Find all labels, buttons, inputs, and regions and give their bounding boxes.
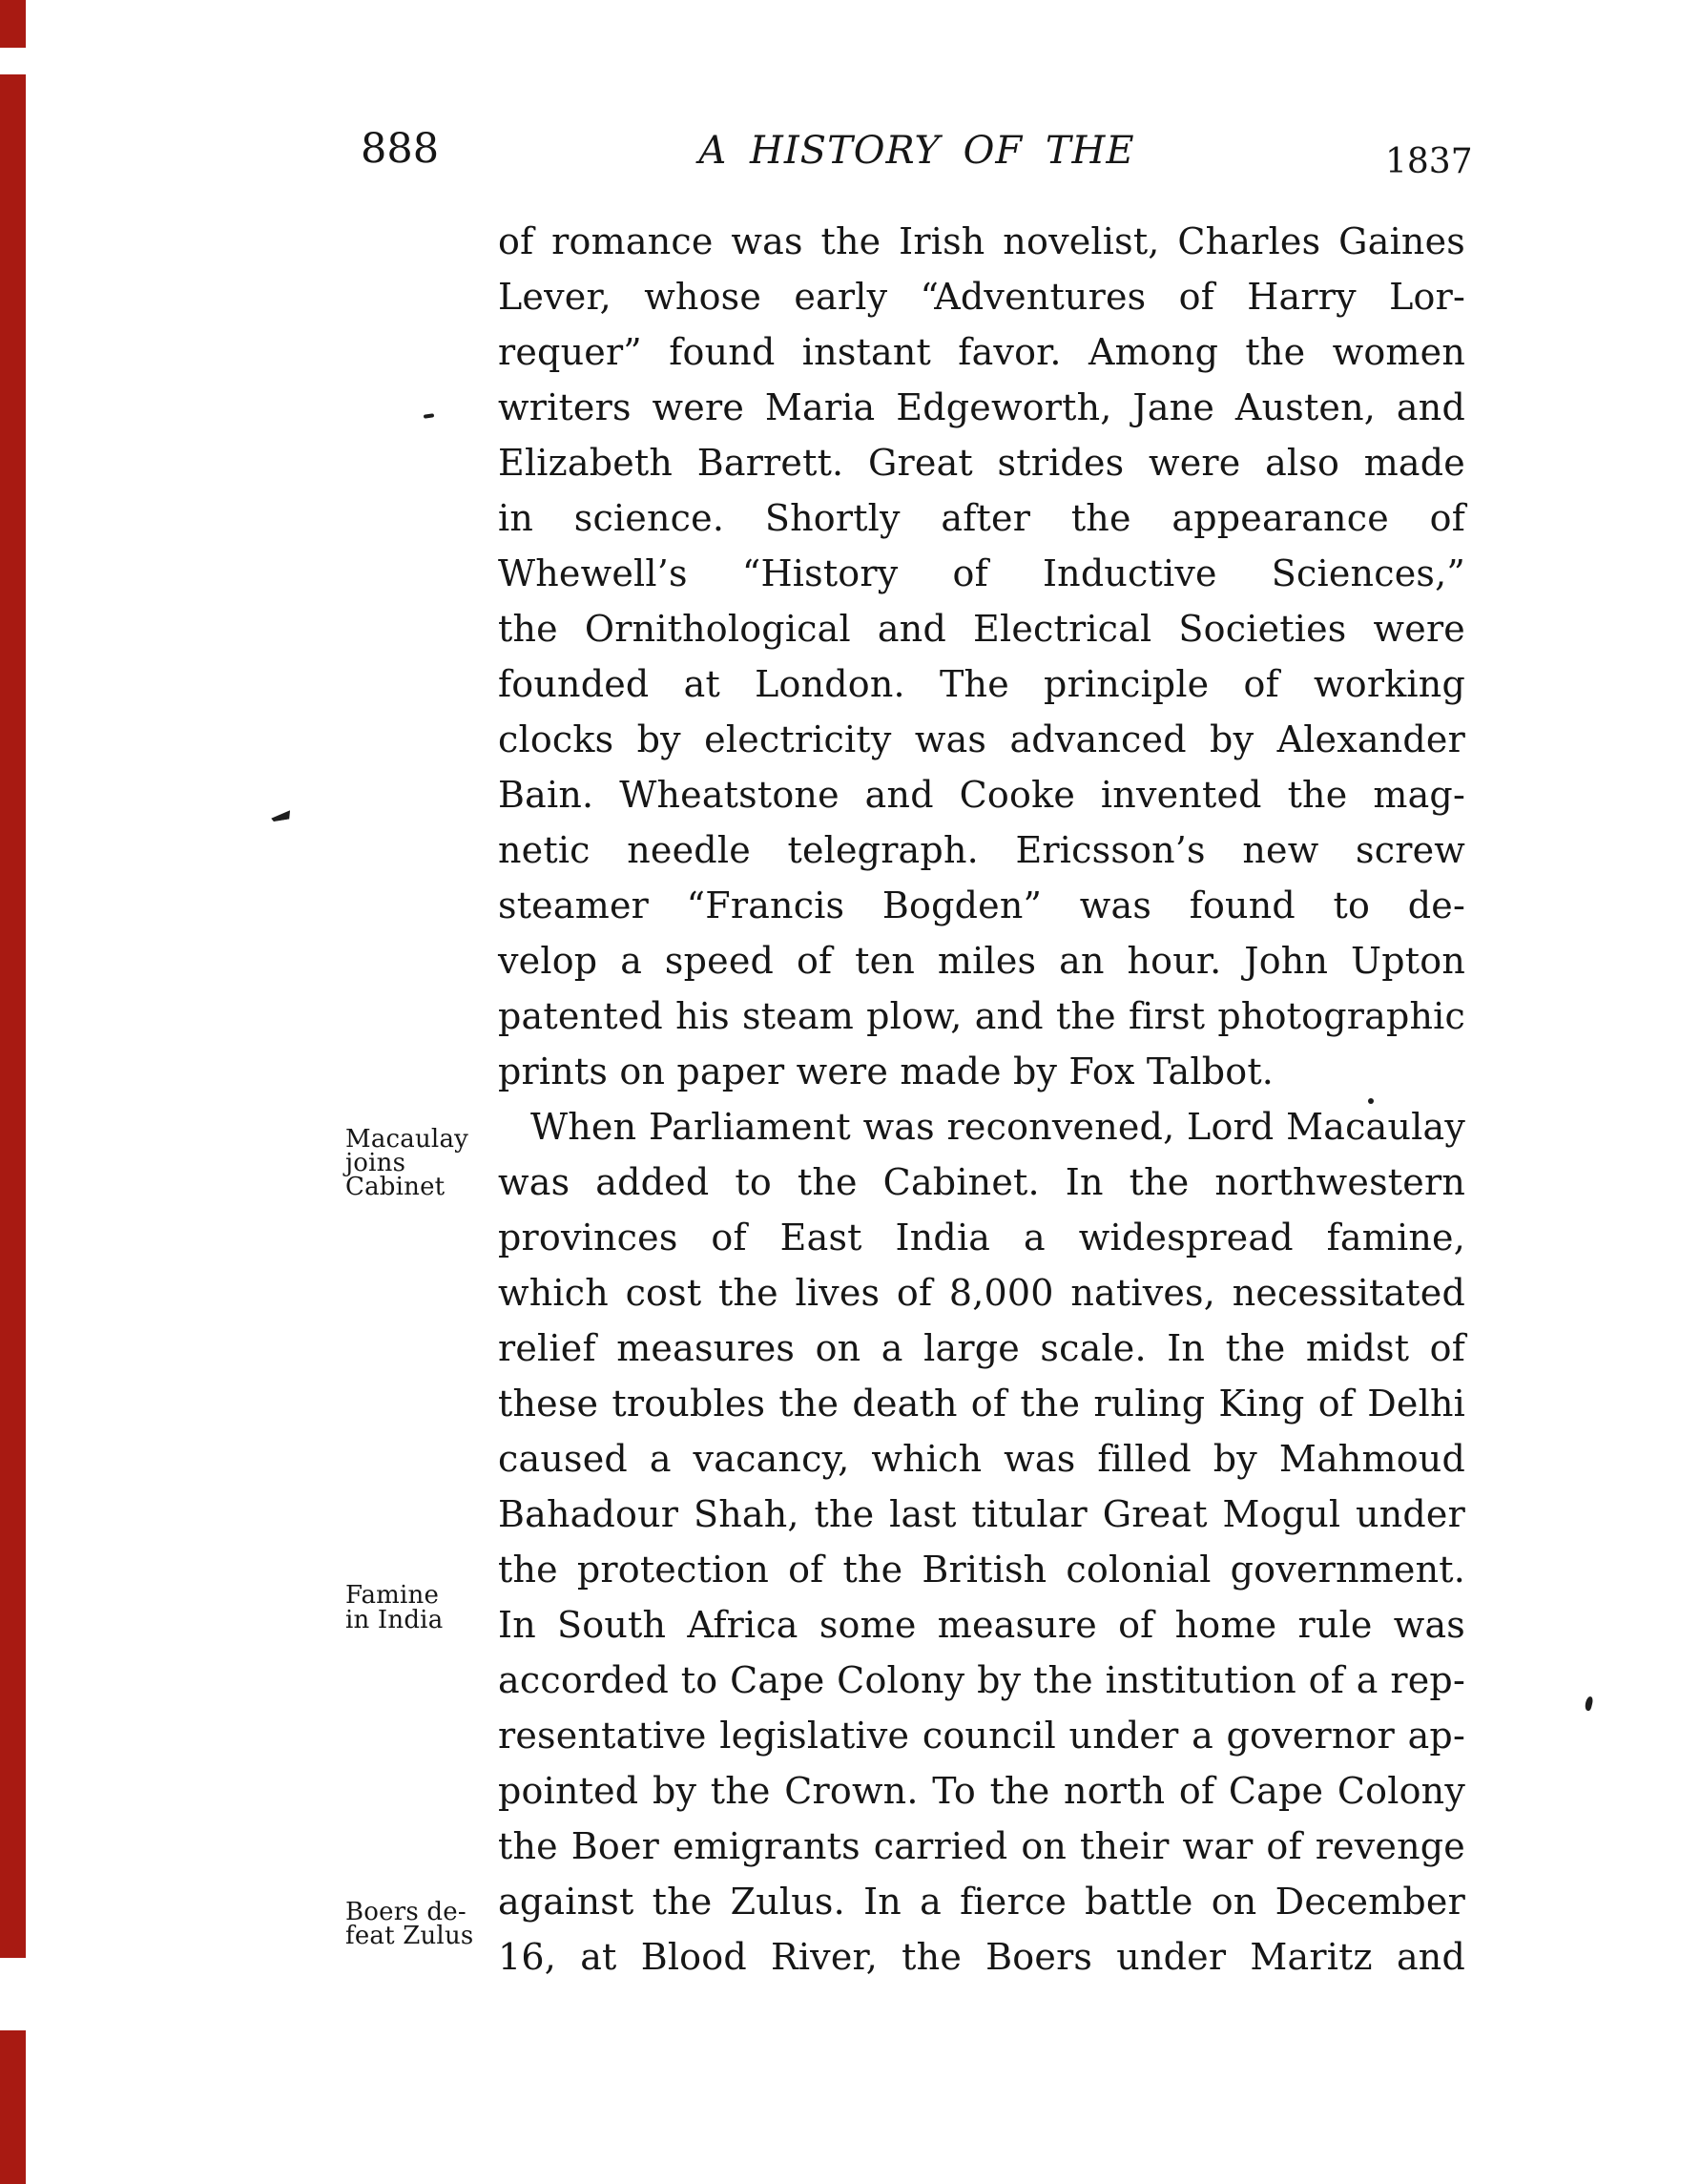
- text-line: pointed by the Crown. To the north of Cape Colony: [498, 1770, 1465, 1812]
- paragraph-2: [498, 1099, 1465, 1985]
- margin-note-line: Famine: [345, 1581, 440, 1610]
- text-line: founded at London. The principle of working: [498, 663, 1465, 705]
- scan-speck: [424, 413, 434, 418]
- scan-speck: [1368, 1098, 1374, 1104]
- text-line: patented his steam plow, and the first photographic: [498, 995, 1465, 1037]
- red-edge-bar-segment: [0, 0, 26, 48]
- margin-note-line: feat Zulus: [345, 1922, 474, 1950]
- text-line: netic needle telegraph. Ericsson’s new screw: [498, 829, 1465, 871]
- scan-speck: [1584, 1695, 1593, 1711]
- text-line: In South Africa some measure of home rule was: [498, 1604, 1465, 1646]
- text-line: relief measures on a large scale. In the midst of: [498, 1327, 1465, 1369]
- text-line: provinces of East India a widespread famine,: [498, 1217, 1465, 1258]
- page-number: 888: [361, 125, 440, 173]
- scan-speck: [270, 810, 291, 822]
- margin-note-boers-defeat-zulus: [345, 1898, 508, 1950]
- red-edge-bar-segment: [0, 2030, 26, 2184]
- margin-note-line: Boers de-: [345, 1898, 466, 1926]
- body-text: [498, 214, 1465, 1985]
- text-line: accorded to Cape Colony by the institution of a rep-: [498, 1659, 1465, 1701]
- text-line: the Boer emigrants carried on their war of revenge: [498, 1825, 1465, 1867]
- red-edge-bar-segment: [0, 74, 26, 1958]
- margin-note-line: Cabinet: [345, 1173, 446, 1201]
- text-line: prints on paper were made by Fox Talbot.: [498, 1050, 1275, 1092]
- text-line: Elizabeth Barrett. Great strides were also made: [498, 442, 1465, 484]
- text-line: these troubles the death of the ruling King of Delhi: [498, 1383, 1465, 1425]
- running-title: A HISTORY OF THE: [698, 129, 1135, 173]
- margin-note-line: in India: [345, 1606, 444, 1634]
- text-line: Lever, whose early “Adventures of Harry Lor-: [498, 276, 1465, 318]
- text-line: When Parliament was reconvened, Lord Macaulay: [530, 1106, 1465, 1148]
- text-line: Whewell’s “History of Inductive Sciences,”: [498, 552, 1465, 594]
- text-line: velop a speed of ten miles an hour. John Upton: [498, 940, 1465, 982]
- text-line: writers were Maria Edgeworth, Jane Austen, and: [498, 386, 1465, 428]
- text-line: steamer “Francis Bogden” was found to de-: [498, 884, 1465, 926]
- text-line: resentative legislative council under a governor ap-: [498, 1715, 1465, 1757]
- paragraph-1: [498, 214, 1465, 1099]
- text-line: caused a vacancy, which was filled by Mahmoud: [498, 1438, 1465, 1480]
- margin-note-line: Macaulay: [345, 1125, 469, 1154]
- text-line: of romance was the Irish novelist, Charles Gaines: [498, 220, 1465, 262]
- text-line: the Ornithological and Electrical Societies were: [498, 608, 1465, 650]
- margin-note-line: joins: [345, 1149, 406, 1177]
- margin-note-famine-in-india: [345, 1583, 508, 1633]
- text-line: Bahadour Shah, the last titular Great Mogul under: [498, 1493, 1465, 1535]
- text-line: the protection of the British colonial government.: [498, 1549, 1465, 1591]
- text-line: 16, at Blood River, the Boers under Maritz and: [498, 1936, 1465, 1978]
- text-line: against the Zulus. In a fierce battle on December: [498, 1881, 1465, 1923]
- text-line: in science. Shortly after the appearance of: [498, 497, 1465, 539]
- page-year: 1837: [1385, 142, 1473, 181]
- text-line: clocks by electricity was advanced by Alexander: [498, 718, 1465, 760]
- margin-note-macaulay-joins-cabinet: [345, 1125, 508, 1201]
- text-line: requer” found instant favor. Among the women: [498, 331, 1465, 373]
- text-line: was added to the Cabinet. In the northwestern: [498, 1161, 1465, 1203]
- text-line: Bain. Wheatstone and Cooke invented the mag-: [498, 774, 1465, 816]
- text-line: which cost the lives of 8,000 natives, necessitated: [498, 1272, 1465, 1314]
